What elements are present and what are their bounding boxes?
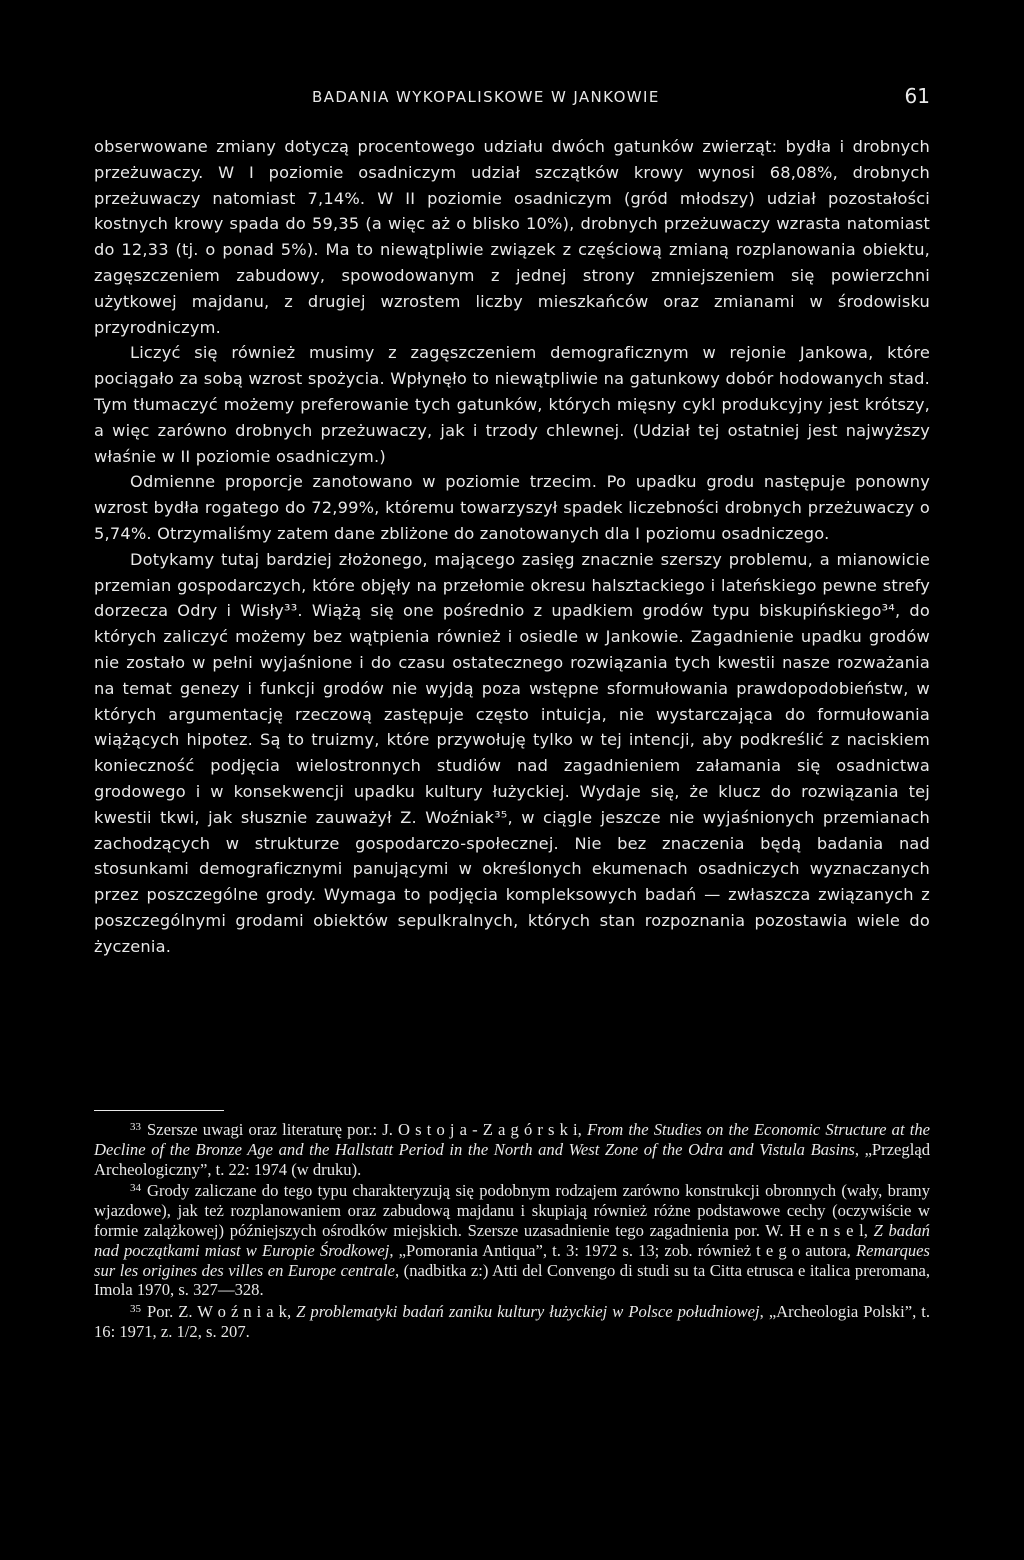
footnote-italic-title: Z badań nad początkami miast w Europie Środkowej bbox=[94, 1220, 930, 1260]
paragraph: Liczyć się również musimy z zagęszczeniem demograficznym w rejonie Jankowa, które pociągało za sobą wzrost spożycia. Wpłynęło to niewątpliwie na gatunkowy dobór hodowanych stad. Tym tłumaczyć możemy preferowanie tych gatunków, których mięsny cykl produkcyjny jest krótszy, a więc zarówno drobnych przeżuwaczy, jak i trzody chlewnej. (Udział tej ostatniej jest najwyższy właśnie w II poziomie osadniczym.) bbox=[94, 343, 930, 466]
footnote-segment: , „Archeologia Polski”, t. 16: 1971, z. 1/2, s. 207. bbox=[94, 1302, 931, 1341]
body-text bbox=[94, 134, 930, 960]
running-title: BADANIA WYKOPALISKOWE W JANKOWIE bbox=[312, 88, 660, 106]
footnote-segment: , (nadbitka z:) Atti del Convengo di studi su ta Citta etrusca e italica preromana, Imola 1970, s. 327—328. bbox=[94, 1260, 930, 1300]
footnote-segment: Szersze uwagi oraz literaturę por.: J. O s t o j a - Z a g ó r s k i, bbox=[147, 1120, 587, 1139]
footnote-italic-title: From the Studies on the Economic Structure at the Decline of the Bronze Age and the Hallstatt Period in the North and West Zone of the Odra and Vistula Basins bbox=[94, 1120, 930, 1159]
footnote-italic-title: Z problematyki badań zaniku kultury łużyckiej w Polsce południowej bbox=[296, 1302, 760, 1322]
footnote-text bbox=[94, 1120, 930, 1179]
paragraph: obserwowane zmiany dotyczą procentowego udziału dwóch gatunków zwierząt: bydła i drobnych przeżuwaczy. W I poziomie osadniczym udział szczątków krowy wynosi 68,08%, drobnych przeżuwaczy natomiast 7,14%. W II poziomie osadniczym (gród młodszy) udział pozostałości kostnych krowy spada do 59,35 (a więc aż o blisko 10%), drobnych przeżuwaczy wzrasta natomiast do 12,33 (tj. o ponad 5%). Ma to niewątpliwie związek z częściową zmianą rozplanowania obiektu, zagęszczeniem zabudowy, spowodowanym z jednej strony zmniejszeniem się powierzchni użytkowej majdanu, z drugiej wzrostem liczby mieszkańców oraz zmianami w środowisku przyrodniczym. bbox=[94, 137, 930, 337]
footnote-34 bbox=[94, 1179, 930, 1300]
footnotes bbox=[94, 1118, 930, 1342]
footnote-number: 34 bbox=[130, 1182, 141, 1195]
footnote-segment: , „Przegląd Archeologiczny”, t. 22: 1974 (w druku). bbox=[94, 1139, 930, 1179]
footnote-segment: Grody zaliczane do tego typu charakteryzują się podobnym rodzajem zarówno konstrukcji obronnych (wały, bramy wjazdowe), jak też rozplanowaniem oraz zabudową majdanu i skupiają również różne podstawowe cechy (oczywiście w formie zalążkowej) późniejszych ośrodków miejskich. Szersze uzasadnienie tego zagadnienia por. W. H e n s e l, bbox=[94, 1181, 930, 1240]
paragraph: Odmienne proporcje zanotowano w poziomie trzecim. Po upadku grodu następuje ponowny wzrost bydła rogatego do 72,99%, któremu towarzyszył spadek liczebności drobnych przeżuwaczy o 5,74%. Otrzymaliśmy zatem dane zbliżone do zanotowanych dla I poziomu osadniczego. bbox=[94, 472, 930, 543]
footnote-number: 33 bbox=[130, 1121, 141, 1133]
page-number: 61 bbox=[904, 84, 930, 108]
footnote-text bbox=[94, 1181, 930, 1299]
footnote-italic-title: Remarques sur les origines des villes en Europe centrale bbox=[94, 1240, 930, 1280]
footnote-segment: , „Pomorania Antiqua”, t. 3: 1972 s. 13; zob. również t e g o autora, bbox=[389, 1240, 856, 1260]
footnote-text bbox=[94, 1302, 930, 1341]
footnote-number: 35 bbox=[130, 1303, 141, 1316]
footnote-33 bbox=[94, 1118, 930, 1179]
footnote-segment: Por. Z. W o ź n i a k, bbox=[147, 1302, 297, 1322]
paragraph: Dotykamy tutaj bardziej złożonego, mającego zasięg znacznie szerszy problemu, a mianowicie przemian gospodarczych, które objęły na przełomie okresu halsztackiego i lateńskiego pewne strefy dorzecza Odry i Wisły³³. Wiążą się one pośrednio z upadkiem grodów typu biskupińskiego³⁴, do których zaliczyć możemy bez wątpienia również i osiedle w Jankowie. Zagadnienie upadku grodów nie zostało w pełni wyjaśnione i do czasu ostatecznego rozwiązania tych kwestii nasze rozważania na temat genezy i funkcji grodów nie wyjdą poza wstępne sformułowania prawdopodobieństw, w których argumentację rzeczową zastępuje często intuicja, nie wystarczająca do formułowania wiążących hipotez. Są to truizmy, które przywołuję tylko w tej intencji, aby podkreślić z naciskiem konieczność podjęcia wielostronnych studiów nad zagadnieniem załamania się osadnictwa grodowego i w konsekwencji upadku kultury łużyckiej. Wydaje się, że klucz do rozwiązania tej kwestii tkwi, jak słusznie zauważył Z. Woźniak³⁵, w ciągle jeszcze nie wyjaśnionych przemianach zachodzących w strukturze gospodarczo-społecznej. Nie bez znaczenia będą badania nad stosunkami demograficznymi panującymi w określonych ekumenach osadniczych wyznaczanych przez poszczególne grody. Wymaga to podjęcia kompleksowych badań — zwłaszcza związanych z poszczególnymi grodami obiektów sepulkralnych, których stan rozpoznania pozostawia wiele do życzenia. bbox=[94, 549, 930, 956]
footnote-35 bbox=[94, 1300, 930, 1342]
footnote-rule bbox=[94, 1110, 224, 1111]
